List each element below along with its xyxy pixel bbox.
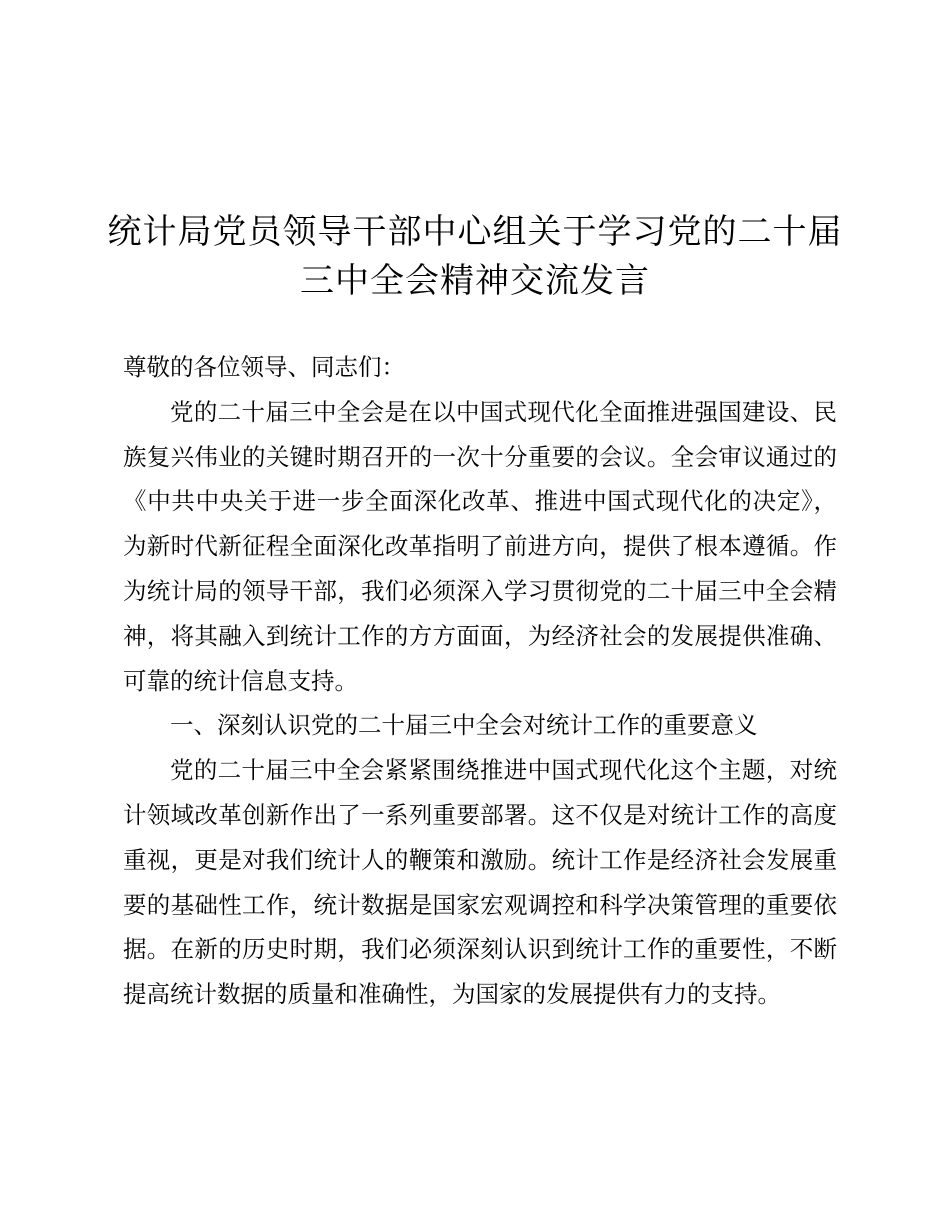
document-title: 统计局党员领导干部中心组关于学习党的二十届三中全会精神交流发言 xyxy=(107,212,843,301)
salutation: 尊敬的各位领导、同志们： xyxy=(123,353,405,381)
section-heading: 一、深刻认识党的二十届三中全会对统计工作的重要意义 xyxy=(170,711,758,740)
document-body xyxy=(123,345,837,1017)
section-paragraph: 党的二十届三中全会紧紧围绕推进中国式现代化这个主题，对统计领域改革创新作出了一系列重要部署。这不仅是对统计工作的高度重视，更是对我们统计人的鞭策和激励。统计工作是经济社会发展重要的基础性工作，统计数据是国家宏观调控和科学决策管理的重要依据。在新的历史时期，我们必须深刻认识到统计工作的重要性，不断提高统计数据的质量和准确性，为国家的发展提供有力的支持。 xyxy=(123,756,837,1009)
intro-paragraph: 党的二十届三中全会是在以中国式现代化全面推进强国建设、民族复兴伟业的关键时期召开的一次十分重要的会议。全会审议通过的《中共中央关于进一步全面深化改革、推进中国式现代化的决定》，为新时代新征程全面深化改革指明了前进方向，提供了根本遵循。作为统计局的领导干部，我们必须深入学习贯彻党的二十届三中全会精神，将其融入到统计工作的方方面面，为经济社会的发展提供准确、可靠的统计信息支持。 xyxy=(123,397,837,695)
